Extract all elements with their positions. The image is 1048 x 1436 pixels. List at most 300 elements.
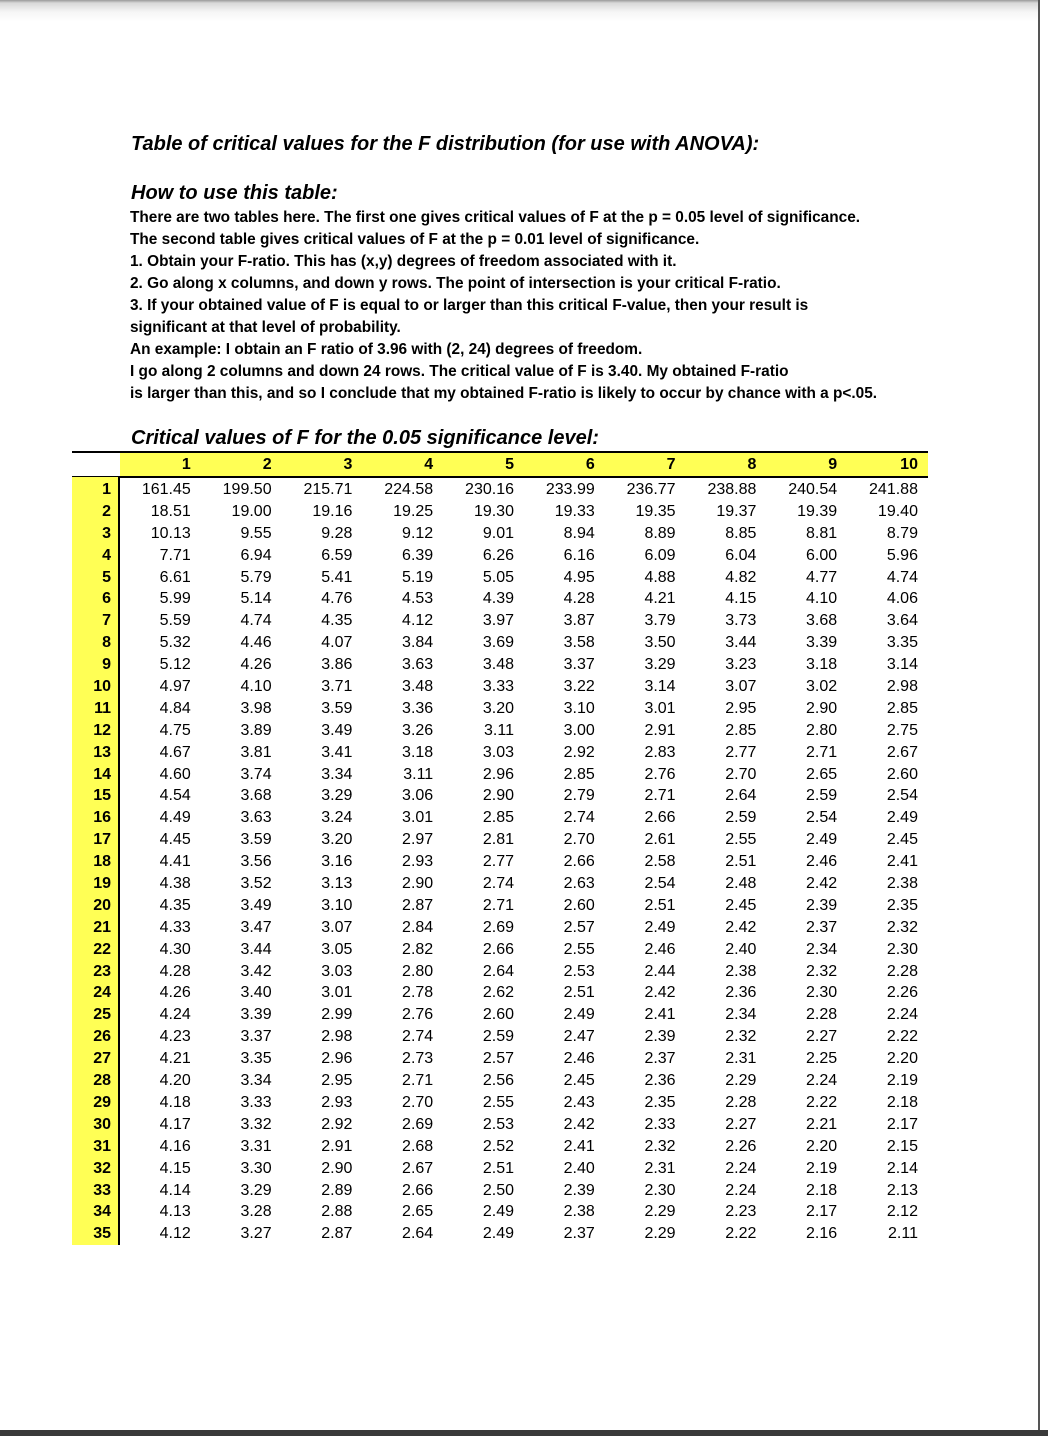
table-cell: 2.70 (563, 831, 595, 849)
table-cell: 4.20 (159, 1072, 191, 1090)
table-cell: 4.12 (402, 612, 434, 630)
table-cell: 2.76 (402, 1006, 434, 1024)
table-cell: 2.40 (563, 1159, 595, 1177)
table-cell: 2.39 (563, 1181, 595, 1199)
table-cell: 3.29 (240, 1181, 272, 1199)
table-cell: 19.16 (312, 502, 353, 520)
table-cell: 3.49 (321, 721, 353, 739)
table-cell: 199.50 (222, 481, 272, 498)
table-cell: 2.66 (482, 940, 514, 958)
table-cell: 2.49 (482, 1225, 514, 1243)
table-cell: 2.30 (806, 984, 838, 1002)
table-cell: 6.09 (644, 546, 676, 564)
howto-heading: How to use this table: (131, 182, 338, 204)
table-cell: 3.10 (321, 896, 353, 914)
table-cell: 215.71 (303, 481, 353, 498)
table-cell: 2.41 (886, 853, 918, 871)
table-cell: 3.34 (240, 1072, 272, 1090)
table-cell: 2.70 (725, 765, 757, 783)
table-cell: 2.36 (725, 984, 757, 1002)
table-cell: 3.32 (240, 1115, 272, 1133)
table-cell: 2.64 (482, 962, 514, 980)
table-cell: 2.82 (402, 940, 434, 958)
table-cell: 3.16 (321, 853, 353, 871)
table-cell: 2.43 (563, 1093, 595, 1111)
table-row (72, 939, 928, 961)
table-cell: 2.95 (725, 699, 757, 717)
row-header: 24 (93, 984, 111, 1002)
row-header: 30 (93, 1115, 111, 1133)
table-cell: 2.25 (806, 1050, 838, 1068)
table-cell: 2.93 (321, 1093, 353, 1111)
table-cell: 3.03 (482, 743, 514, 761)
table-cell: 2.75 (886, 721, 918, 739)
table-cell: 19.25 (393, 502, 434, 520)
table-cell: 3.44 (240, 940, 272, 958)
instruction-line: I go along 2 columns and down 24 rows. The critical value of F is 3.40. My obtained F-ratio (130, 363, 789, 380)
row-header: 2 (102, 502, 111, 520)
row-header: 11 (94, 699, 111, 717)
table-cell: 2.58 (644, 853, 676, 871)
table-cell: 3.06 (402, 787, 434, 805)
table-cell: 2.17 (886, 1115, 918, 1133)
table-cell: 3.07 (321, 918, 353, 936)
table-cell: 2.52 (482, 1137, 514, 1155)
table-row (72, 545, 928, 567)
table-cell: 2.40 (725, 940, 757, 958)
table-cell: 2.62 (482, 984, 514, 1002)
table-cell: 4.38 (159, 875, 191, 893)
table-cell: 3.52 (240, 875, 272, 893)
table-cell: 2.80 (402, 962, 434, 980)
page-margin (1040, 0, 1048, 1436)
table-cell: 3.86 (321, 656, 353, 674)
table-cell: 2.37 (563, 1225, 595, 1243)
table-cell: 3.30 (240, 1159, 272, 1177)
table-cell: 3.87 (563, 612, 595, 630)
table-row (72, 632, 928, 654)
table-cell: 3.35 (886, 634, 918, 652)
table-cell: 2.92 (321, 1115, 353, 1133)
table-cell: 2.34 (725, 1006, 757, 1024)
table-row (72, 610, 928, 632)
column-header-row (120, 453, 928, 476)
table-cell: 2.87 (321, 1225, 353, 1243)
table-cell: 2.21 (806, 1115, 838, 1133)
table-cell: 2.13 (886, 1181, 918, 1199)
table-cell: 4.26 (240, 656, 272, 674)
table-cell: 3.50 (644, 634, 676, 652)
table-cell: 2.30 (644, 1181, 676, 1199)
table-cell: 5.99 (159, 590, 191, 608)
table-cell: 3.56 (240, 853, 272, 871)
row-header: 28 (93, 1072, 111, 1090)
table-cell: 4.10 (240, 678, 272, 696)
table-cell: 2.46 (563, 1050, 595, 1068)
table-cell: 3.71 (321, 678, 353, 696)
table-cell: 2.66 (563, 853, 595, 871)
table-cell: 5.12 (159, 656, 191, 674)
table-cell: 2.45 (563, 1072, 595, 1090)
table-cell: 9.01 (482, 524, 514, 542)
table-cell: 2.84 (402, 918, 434, 936)
header-rule (72, 476, 928, 478)
table-cell: 2.90 (482, 787, 514, 805)
table-cell: 3.13 (321, 875, 353, 893)
table-cell: 2.54 (806, 809, 838, 827)
table-cell: 2.56 (482, 1072, 514, 1090)
table-cell: 3.41 (321, 743, 353, 761)
table-cell: 4.06 (886, 590, 918, 608)
table-cell: 3.34 (321, 765, 353, 783)
table-row (72, 742, 928, 764)
row-header: 10 (93, 678, 111, 696)
table-cell: 4.12 (159, 1225, 191, 1243)
table-row (72, 851, 928, 873)
table-cell: 6.94 (240, 546, 272, 564)
table-cell: 6.04 (725, 546, 757, 564)
table-row (72, 1223, 928, 1245)
row-header: 33 (93, 1181, 111, 1199)
table-cell: 2.77 (482, 853, 514, 871)
table-cell: 3.05 (321, 940, 353, 958)
table-cell: 4.17 (159, 1115, 191, 1133)
row-header: 31 (93, 1137, 111, 1155)
row-header: 23 (93, 962, 111, 980)
table-cell: 4.15 (159, 1159, 191, 1177)
table-cell: 2.92 (563, 743, 595, 761)
table-cell: 3.36 (402, 699, 434, 717)
table-cell: 3.89 (240, 721, 272, 739)
row-header: 35 (93, 1225, 111, 1243)
table-cell: 19.40 (877, 502, 918, 520)
table-cell: 19.00 (231, 502, 272, 520)
table-cell: 3.84 (402, 634, 434, 652)
table-cell: 4.33 (159, 918, 191, 936)
table-cell: 2.91 (321, 1137, 353, 1155)
table-cell: 2.51 (563, 984, 595, 1002)
table-cell: 4.41 (159, 853, 191, 871)
table-cell: 2.36 (644, 1072, 676, 1090)
column-header: 9 (828, 456, 838, 473)
table-row (72, 895, 928, 917)
table-cell: 4.84 (159, 699, 191, 717)
table-cell: 4.15 (725, 590, 757, 608)
table-cell: 3.68 (240, 787, 272, 805)
table-cell: 2.55 (482, 1093, 514, 1111)
table-cell: 2.90 (402, 875, 434, 893)
table-row (72, 1070, 928, 1092)
table-cell: 2.85 (563, 765, 595, 783)
table-cell: 2.76 (644, 765, 676, 783)
document-title: Table of critical values for the F distribution (for use with ANOVA): (131, 133, 760, 155)
row-header: 5 (102, 568, 111, 586)
table-cell: 2.32 (644, 1137, 676, 1155)
table-cell: 224.58 (384, 481, 434, 498)
table-cell: 4.35 (321, 612, 353, 630)
table-cell: 4.39 (482, 590, 514, 608)
table-row (72, 523, 928, 545)
table-cell: 2.69 (482, 918, 514, 936)
table-cell: 2.32 (725, 1028, 757, 1046)
table-cell: 2.50 (482, 1181, 514, 1199)
table-cell: 2.20 (886, 1050, 918, 1068)
table-row (72, 1026, 928, 1048)
row-header: 9 (102, 656, 111, 674)
table-cell: 2.88 (321, 1203, 353, 1221)
row-header: 26 (93, 1028, 111, 1046)
row-header: 12 (93, 721, 111, 739)
row-header: 29 (93, 1093, 111, 1111)
row-header: 20 (93, 896, 111, 914)
table-cell: 2.93 (402, 853, 434, 871)
table-row (72, 1158, 928, 1180)
table-row (72, 1114, 928, 1136)
table-cell: 8.89 (644, 524, 676, 542)
table-cell: 2.28 (725, 1093, 757, 1111)
table-cell: 2.22 (886, 1028, 918, 1046)
table-cell: 2.97 (402, 831, 434, 849)
table-cell: 2.60 (482, 1006, 514, 1024)
table-cell: 3.33 (482, 678, 514, 696)
table-cell: 2.53 (482, 1115, 514, 1133)
table-row (72, 807, 928, 829)
table-cell: 2.80 (806, 721, 838, 739)
table-cell: 2.54 (644, 875, 676, 893)
table-cell: 5.41 (321, 568, 353, 586)
table-cell: 4.49 (159, 809, 191, 827)
table-cell: 3.02 (806, 678, 838, 696)
row-header: 19 (93, 875, 111, 893)
page-edge (1038, 0, 1040, 1436)
table-cell: 3.48 (482, 656, 514, 674)
table-cell: 3.18 (402, 743, 434, 761)
table-cell: 2.46 (806, 853, 838, 871)
table-cell: 2.31 (725, 1050, 757, 1068)
column-header: 10 (900, 456, 918, 473)
table-cell: 4.45 (159, 831, 191, 849)
table-row (72, 720, 928, 742)
table-cell: 2.55 (563, 940, 595, 958)
table-cell: 2.71 (482, 896, 514, 914)
table-cell: 2.42 (725, 918, 757, 936)
table-cell: 2.49 (563, 1006, 595, 1024)
table-cell: 8.79 (886, 524, 918, 542)
table-cell: 6.26 (482, 546, 514, 564)
table-row (72, 698, 928, 720)
table-cell: 2.98 (886, 678, 918, 696)
table-cell: 2.29 (644, 1203, 676, 1221)
table-cell: 2.60 (886, 765, 918, 783)
row-header: 34 (93, 1203, 111, 1221)
table-cell: 3.11 (403, 765, 434, 783)
table-cell: 2.78 (402, 984, 434, 1002)
table-cell: 2.20 (806, 1137, 838, 1155)
table-cell: 2.35 (644, 1093, 676, 1111)
table-cell: 3.40 (240, 984, 272, 1002)
table-cell: 238.88 (707, 481, 757, 498)
table-cell: 2.39 (644, 1028, 676, 1046)
table-cell: 3.14 (644, 678, 676, 696)
row-header: 3 (102, 524, 111, 542)
table-cell: 4.24 (159, 1006, 191, 1024)
table-cell: 2.90 (806, 699, 838, 717)
table-cell: 19.30 (473, 502, 514, 520)
table-cell: 2.67 (402, 1159, 434, 1177)
table-row (72, 501, 928, 523)
table-cell: 2.24 (806, 1072, 838, 1090)
table-cell: 4.35 (159, 896, 191, 914)
column-header: 8 (747, 456, 757, 473)
table-cell: 8.85 (725, 524, 757, 542)
table-cell: 3.00 (563, 721, 595, 739)
table-cell: 3.49 (240, 896, 272, 914)
table-cell: 2.26 (725, 1137, 757, 1155)
table-cell: 3.22 (563, 678, 595, 696)
table-cell: 2.71 (644, 787, 676, 805)
table-title: Critical values of F for the 0.05 significance level: (131, 427, 599, 449)
table-cell: 2.39 (806, 896, 838, 914)
table-cell: 4.21 (159, 1050, 191, 1068)
table-cell: 4.30 (159, 940, 191, 958)
table-cell: 3.69 (482, 634, 514, 652)
table-cell: 2.37 (806, 918, 838, 936)
table-cell: 5.14 (240, 590, 272, 608)
table-cell: 4.76 (321, 590, 353, 608)
table-cell: 9.28 (321, 524, 353, 542)
table-cell: 3.68 (806, 612, 838, 630)
table-cell: 2.29 (644, 1225, 676, 1243)
table-cell: 2.59 (806, 787, 838, 805)
table-cell: 3.26 (402, 721, 434, 739)
table-cell: 4.75 (159, 721, 191, 739)
table-cell: 3.47 (240, 918, 272, 936)
table-cell: 2.11 (888, 1225, 918, 1243)
table-cell: 2.66 (402, 1181, 434, 1199)
instruction-line: 3. If your obtained value of F is equal to or larger than this critical F-value, then your result is (130, 297, 809, 314)
table-cell: 3.64 (886, 612, 918, 630)
column-header: 3 (343, 456, 353, 473)
table-cell: 2.96 (321, 1050, 353, 1068)
table-row (72, 764, 928, 786)
table-cell: 3.39 (806, 634, 838, 652)
table-cell: 2.64 (725, 787, 757, 805)
page-top-shadow (0, 0, 1048, 22)
table-cell: 2.91 (644, 721, 676, 739)
table-cell: 2.24 (886, 1006, 918, 1024)
column-header: 2 (262, 456, 272, 473)
table-cell: 2.49 (886, 809, 918, 827)
table-cell: 241.88 (869, 481, 918, 498)
instruction-line: is larger than this, and so I conclude that my obtained F-ratio is likely to occur by chance with a p<.05. (130, 385, 878, 402)
instruction-line: 1. Obtain your F-ratio. This has (x,y) degrees of freedom associated with it. (130, 253, 677, 270)
table-cell: 3.35 (240, 1050, 272, 1068)
table-cell: 2.74 (482, 875, 514, 893)
table-row (72, 1048, 928, 1070)
table-cell: 2.81 (482, 831, 514, 849)
table-row (72, 654, 928, 676)
table-row (72, 917, 928, 939)
table-row (72, 785, 928, 807)
table-cell: 3.29 (644, 656, 676, 674)
table-cell: 4.21 (644, 590, 676, 608)
table-cell: 161.45 (141, 481, 191, 498)
table-cell: 3.01 (402, 809, 434, 827)
table-cell: 3.39 (240, 1006, 272, 1024)
table-cell: 3.59 (240, 831, 272, 849)
table-cell: 19.39 (797, 502, 838, 520)
table-cell: 3.01 (644, 699, 676, 717)
table-row (72, 829, 928, 851)
table-cell: 2.22 (725, 1225, 757, 1243)
table-cell: 3.14 (886, 656, 918, 674)
bottom-bar (0, 1430, 1048, 1436)
table-cell: 240.54 (788, 481, 838, 498)
table-cell: 4.28 (563, 590, 595, 608)
table-cell: 3.20 (321, 831, 353, 849)
table-cell: 7.71 (159, 546, 191, 564)
row-header: 27 (93, 1050, 111, 1068)
table-cell: 2.83 (644, 743, 676, 761)
row-header: 13 (93, 743, 111, 761)
row-header: 21 (93, 918, 111, 936)
table-cell: 3.81 (240, 743, 272, 761)
table-cell: 19.33 (554, 502, 595, 520)
table-cell: 2.35 (886, 896, 918, 914)
table-cell: 4.16 (159, 1137, 191, 1155)
table-cell: 3.01 (321, 984, 353, 1002)
table-cell: 10.13 (150, 524, 191, 542)
f-table-body (72, 479, 928, 1245)
table-cell: 2.51 (725, 853, 757, 871)
table-cell: 2.70 (402, 1093, 434, 1111)
table-cell: 3.24 (321, 809, 353, 827)
table-cell: 3.27 (240, 1225, 272, 1243)
table-cell: 2.89 (321, 1181, 353, 1199)
column-header: 6 (585, 456, 595, 473)
instruction-line: 2. Go along x columns, and down y rows. The point of intersection is your critical F-ratio. (130, 275, 781, 292)
table-cell: 236.77 (626, 481, 676, 498)
table-cell: 2.59 (725, 809, 757, 827)
table-cell: 2.22 (806, 1093, 838, 1111)
table-cell: 3.10 (563, 699, 595, 717)
table-cell: 4.13 (159, 1203, 191, 1221)
table-cell: 3.79 (644, 612, 676, 630)
table-row (72, 1092, 928, 1114)
table-cell: 19.35 (635, 502, 676, 520)
table-cell: 2.47 (563, 1028, 595, 1046)
table-cell: 4.74 (886, 568, 918, 586)
row-header: 4 (102, 546, 111, 564)
table-row (72, 479, 928, 501)
table-cell: 2.69 (402, 1115, 434, 1133)
table-cell: 4.53 (402, 590, 434, 608)
table-cell: 2.55 (725, 831, 757, 849)
table-cell: 2.26 (886, 984, 918, 1002)
table-cell: 2.48 (725, 875, 757, 893)
table-cell: 2.38 (886, 875, 918, 893)
table-cell: 2.96 (482, 765, 514, 783)
table-cell: 2.95 (321, 1072, 353, 1090)
table-cell: 233.99 (545, 481, 595, 498)
table-cell: 3.33 (240, 1093, 272, 1111)
table-cell: 2.19 (886, 1072, 918, 1090)
table-cell: 2.99 (321, 1006, 353, 1024)
table-cell: 8.81 (806, 524, 838, 542)
table-row (72, 567, 928, 589)
table-cell: 19.37 (716, 502, 757, 520)
table-cell: 2.87 (402, 896, 434, 914)
